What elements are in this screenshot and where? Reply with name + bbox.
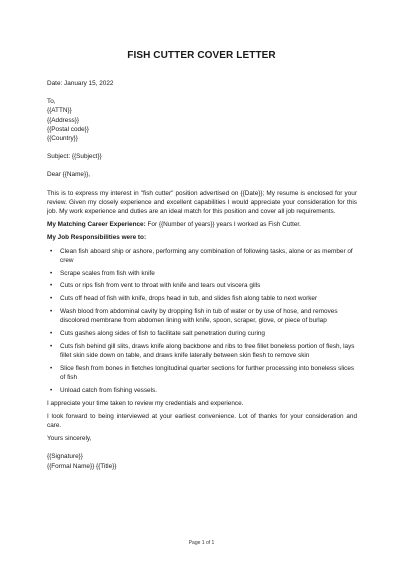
list-item: • Unload catch from fishing vessels. <box>47 386 357 395</box>
closing-line: Yours sincerely, <box>47 435 92 443</box>
look-forward-paragraph: I look forward to being interviewed at your earliest convenience. Lot of thanks for your consideration and care. <box>47 412 357 430</box>
responsibilities-list <box>47 247 357 395</box>
to-line: To, <box>47 98 56 106</box>
list-item: • Cuts fish behind gill slits, draws knife along backbone and ribs to free fillet boneless portion of flesh, lays fillet skin side down on table, and draws knife laterally between skin flesh to remove skin <box>47 342 357 360</box>
experience-line <box>47 220 357 229</box>
list-item: • Clean fish aboard ship or ashore, performing any combination of following tasks, alone or as member of crew <box>47 247 357 265</box>
experience-text: For {{Number of years}} years I worked as Fish Cutter. <box>145 221 301 229</box>
formal-name-line: {{Formal Name}} {{Title}} <box>47 462 117 470</box>
signature-line: {{Signature}} <box>47 453 83 461</box>
country-line: {{Country}} <box>47 135 78 143</box>
list-item: • Cuts or rips fish from vent to throat with knife and tears out viscera gills <box>47 281 357 290</box>
greeting-line: Dear {{Name}}, <box>47 171 90 179</box>
attn-line: {{ATTN}} <box>47 107 72 115</box>
document-title: FISH CUTTER COVER LETTER <box>127 50 276 61</box>
list-item: • Slice flesh from bones in fletches longitudinal quarter sections for further processing into boneless slices of fish <box>47 364 357 382</box>
address-line: {{Address}} <box>47 116 79 124</box>
intro-paragraph: This is to express my interest in "fish cutter" position advertised on {{Date}}; My resume is enclosed for your review. Given my closely experience and excellent capabilities I would appreciate your consideration for this job. My work experience and duties are an ideal match for this position and cover all job requirements. <box>47 189 357 216</box>
list-item: • Cuts off head of fish with knife, drops head in tub, and slides fish along table to next worker <box>47 294 357 303</box>
page-footer: Page 1 of 1 <box>188 540 215 546</box>
appreciate-paragraph: I appreciate your time taken to review my credentials and experience. <box>47 399 244 407</box>
responsibilities-heading: My Job Responsibilities were to: <box>47 234 147 242</box>
letter-body <box>47 79 357 471</box>
date-line: Date: January 15, 2022 <box>47 80 114 87</box>
subject-line: Subject: {{Subject}} <box>47 153 102 161</box>
experience-label: My Matching Career Experience: <box>47 221 146 229</box>
list-item: • Wash blood from abdominal cavity by dropping fish in tub of water or by use of hose, and removes discolored membrane from abdomen lining with knife, spoon, scraper, glove, or piece of burlap <box>47 307 357 325</box>
list-item: • Scrape scales from fish with knife <box>47 269 357 278</box>
list-item: • Cuts gashes along sides of fish to facilitate salt penetration during curing <box>47 329 357 338</box>
postal-code-line: {{Postal code}} <box>47 125 89 133</box>
